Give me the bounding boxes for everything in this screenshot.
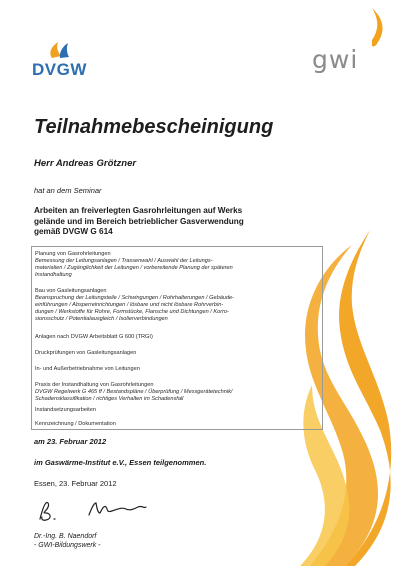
dvgw-logo-text: DVGW [32,60,87,79]
topic-item [35,366,319,373]
topic-detail: dungen / Werkstoffe für Rohre, Formstücke, Flansche und Dichtungen / Korro- [35,308,229,315]
topic-detail: einführungen / Absperreinrichtungen / lösbare und nicht lösbare Rohrverbin- [35,301,224,308]
topic-heading: Druckprüfungen von Gasleitungsanlagen [35,350,137,356]
seminar-title [34,206,324,238]
topic-heading: In- und Außerbetriebnahme von Leitungen [35,366,140,372]
participant-name: Herr Andreas Grötzner [34,158,137,169]
dvgw-flame-icon [32,38,92,60]
topic-heading: Anlagen nach DVGW Arbeitsblatt G 600 (TRGI) [35,334,153,340]
seminar-title-line: gelände und im Bereich betrieblicher Gasverwendung [34,216,244,226]
topic-detail: sionsschutz / Potentialausgleich / Isolierverbindungen [35,315,168,322]
topic-detail: DVGW Regelwerk G 465 ff / Bestandspläne / Überprüfung / Messgerätetechnik/ [35,388,233,395]
topic-item [35,421,319,428]
topic-detail: Bemessung der Leitungsanlagen / Trassenwahl / Auswahl der Leitungs- [35,257,213,264]
handwritten-signature [34,495,164,525]
seminar-title-line: Arbeiten an freiverlegten Gasrohrleitungen auf Werks [34,206,243,215]
topic-heading: Instandsetzungsarbeiten [35,407,96,413]
topic-item [35,407,319,414]
topics-box [31,246,323,430]
gwi-logo-text: gwi [312,45,359,74]
attended-text: hat an dem Seminar [34,186,102,195]
dvgw-logo [32,38,92,78]
place-date: Essen, 23. Februar 2012 [34,479,117,488]
institute-line: im Gaswärme-Institut e.V., Essen teilgenommen. [34,458,207,467]
seminar-date: am 23. Februar 2012 [34,437,107,446]
seminar-title-line: gemäß DVGW G 614 [34,227,113,236]
topic-detail: materialien / Zugänglichkeit der Leitungen / vorbereitende Planung der späteren [35,264,233,271]
topic-heading: Praxis der Instandhaltung von Gasrohrleitungen [35,382,154,388]
signatory-organization: - GWI-Bildungswerk - [34,542,101,549]
topic-heading: Bau von Gasleitungsanlagen [35,288,107,294]
topic-detail: Instandhaltung [35,271,72,278]
topic-item [35,288,319,323]
topic-detail: Schadensklassifikation / richtiges Verhalten im Schadensfall [35,395,184,402]
signatory-name: Dr.-Ing. B. Naendorf [34,533,97,540]
topic-heading: Planung von Gasrohrleitungen [35,251,111,257]
topic-detail: Beanspruchung der Leitungsteile / Schwingungen / Rohrhalterungen / Gebäude- [35,294,235,301]
topic-item [35,350,319,357]
topic-item [35,334,319,341]
topic-item [35,251,319,279]
certificate-title: Teilnahmebescheinigung [34,116,274,138]
topic-item [35,382,319,403]
flame-tip [372,8,383,46]
topic-heading: Kennzeichnung / Dokumentation [35,421,116,427]
